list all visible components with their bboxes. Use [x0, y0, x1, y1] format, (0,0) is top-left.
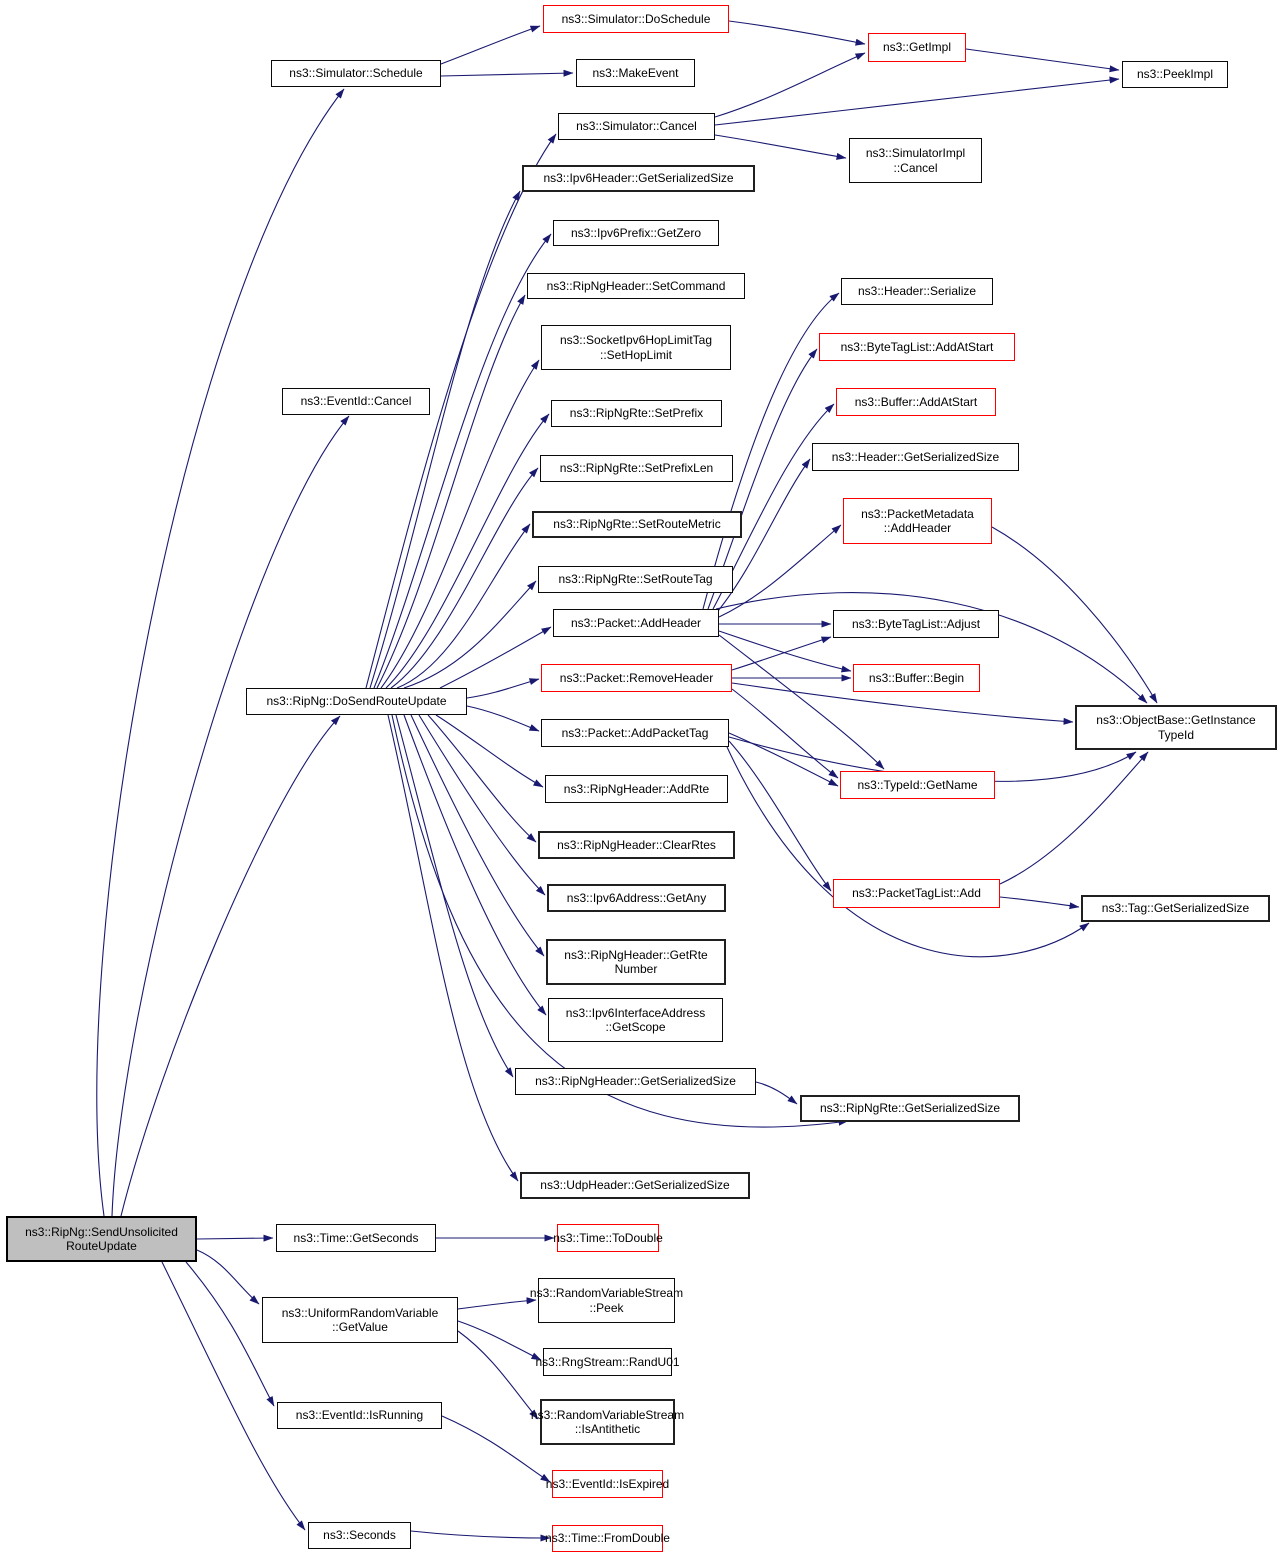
- node-doschedule[interactable]: [543, 5, 729, 33]
- node-isexpired[interactable]: [545, 1470, 670, 1498]
- node-label-line: Number: [614, 962, 658, 976]
- node-label-line: ns3::Ipv6Prefix::GetZero: [570, 225, 702, 240]
- edge-addheader-pm_addheader: [719, 525, 841, 617]
- edge-removeheader-adjust: [732, 637, 831, 670]
- edge-dosend-getscope: [404, 715, 546, 1015]
- node-label-line: ns3::RipNgHeader::GetRte: [564, 947, 708, 962]
- node-label-line: ::IsAntithetic: [574, 1422, 641, 1436]
- edge-seconds-fromdouble: [411, 1531, 550, 1538]
- edge-addheader-getname: [719, 635, 884, 769]
- node-fromdouble[interactable]: [545, 1525, 670, 1552]
- node-label-line: ns3::Time::GetSeconds: [293, 1230, 419, 1245]
- node-label-line: ns3::Packet::RemoveHeader: [559, 670, 714, 685]
- node-main: [6, 1216, 197, 1262]
- node-label-line: ns3::EventId::Cancel: [300, 394, 412, 409]
- node-label-line: ns3::Buffer::Begin: [868, 670, 965, 685]
- node-getseconds[interactable]: [276, 1224, 436, 1252]
- node-label-line: ns3::UdpHeader::GetSerializedSize: [540, 1178, 730, 1193]
- node-label-line: ns3::Packet::AddPacketTag: [561, 725, 709, 740]
- edge-pt_add-tag_gss: [1000, 897, 1079, 907]
- node-seconds[interactable]: [308, 1522, 411, 1549]
- node-label-line: ns3::Header::GetSerializedSize: [831, 449, 1000, 464]
- node-setprefixlen[interactable]: [540, 455, 733, 482]
- node-label-line: ns3::Ipv6Address::GetAny: [566, 890, 707, 905]
- node-peekimpl[interactable]: [1122, 61, 1228, 88]
- node-tag_gss[interactable]: [1081, 895, 1270, 922]
- edge-main-dosend: [121, 716, 340, 1216]
- node-dosend[interactable]: [246, 688, 467, 715]
- node-label-line: ::GetValue: [332, 1320, 388, 1334]
- edge-main-getseconds: [197, 1238, 273, 1239]
- node-makeevent[interactable]: [576, 59, 695, 87]
- node-sim_cancel[interactable]: [558, 113, 715, 140]
- edge-doschedule-getimpl: [729, 21, 865, 44]
- node-clearrtes[interactable]: [538, 831, 735, 859]
- node-getvalue[interactable]: [262, 1297, 458, 1343]
- edge-dosend-getzero: [374, 234, 551, 688]
- node-isantithetic[interactable]: [530, 1399, 685, 1445]
- node-getzero[interactable]: [553, 220, 719, 246]
- node-label-line: ns3::Ipv6Header::GetSerializedSize: [543, 171, 734, 186]
- node-label-line: ns3::Time::ToDouble: [553, 1230, 663, 1245]
- edge-getvalue-isantithetic: [458, 1331, 538, 1419]
- node-label-line: ns3::Tag::GetSerializedSize: [1101, 901, 1250, 916]
- node-addrte[interactable]: [545, 775, 728, 803]
- node-setroutetag[interactable]: [538, 566, 733, 593]
- node-schedule[interactable]: [271, 60, 441, 87]
- node-pt_add[interactable]: [833, 879, 1000, 908]
- edge-getimpl-peekimpl: [966, 49, 1119, 70]
- node-label-line: ns3::Buffer::AddAtStart: [854, 394, 978, 409]
- node-adjust[interactable]: [833, 610, 999, 638]
- node-setroutemetric[interactable]: [532, 511, 742, 538]
- edge-isrunning-isexpired: [442, 1416, 550, 1482]
- node-label-line: ns3::RipNgHeader::ClearRtes: [557, 837, 716, 852]
- node-label-line: ::SetHopLimit: [599, 347, 673, 362]
- node-label-line: ns3::MakeEvent: [592, 65, 679, 80]
- node-buf_addatstart[interactable]: [836, 388, 996, 416]
- node-getname[interactable]: [840, 771, 995, 799]
- node-begin[interactable]: [853, 664, 980, 692]
- node-sethoplimit[interactable]: [541, 325, 731, 370]
- node-label-line: ns3::Simulator::Schedule: [289, 66, 423, 81]
- node-label-line: ns3::Seconds: [323, 1528, 396, 1543]
- node-label-line: ns3::EventId::IsExpired: [545, 1476, 670, 1491]
- node-label-line: ns3::Header::Serialize: [857, 284, 977, 299]
- edge-main-schedule: [97, 89, 344, 1216]
- edge-dosend-setcommand: [377, 295, 525, 688]
- node-label-line: ns3::Packet::AddHeader: [570, 615, 702, 630]
- node-label-line: ns3::PeekImpl: [1136, 67, 1214, 82]
- node-label-line: ns3::Simulator::DoSchedule: [561, 11, 711, 26]
- node-addheader[interactable]: [553, 609, 719, 637]
- node-label-line: ns3::Time::FromDouble: [545, 1531, 670, 1546]
- edge-pt_add-getinstance: [1000, 752, 1148, 884]
- edge-pm_addheader-getinstance: [992, 527, 1157, 703]
- node-label-line: ns3::RipNgHeader::SetCommand: [546, 278, 726, 293]
- node-label-line: ::GetScope: [605, 1020, 666, 1034]
- node-label-line: ns3::ObjectBase::GetInstance: [1096, 713, 1256, 727]
- node-label-line: RouteUpdate: [66, 1239, 137, 1253]
- node-label-line: ns3::PacketMetadata: [861, 506, 974, 521]
- node-label-line: ns3::SocketIpv6HopLimitTag: [559, 333, 713, 347]
- node-todouble[interactable]: [553, 1224, 663, 1252]
- node-ipv6hdr_gss[interactable]: [522, 165, 755, 192]
- node-label-line: TypeId: [1157, 727, 1195, 742]
- node-eventid_cancel[interactable]: [282, 388, 430, 415]
- node-getimpl[interactable]: [868, 33, 966, 62]
- node-label-line: ns3::RngStream::RandU01: [535, 1354, 680, 1369]
- edge-ripnghdr_gss-ripngrte_gss: [756, 1082, 797, 1104]
- edge-sim_cancel-simimpl_cancel: [715, 135, 846, 158]
- node-label-line: ns3::Ipv6InterfaceAddress: [565, 1005, 706, 1020]
- edge-dosend-clearrtes: [428, 715, 536, 842]
- node-label-line: ns3::RipNgHeader::GetSerializedSize: [535, 1074, 736, 1089]
- node-label-line: ns3::PacketTagList::Add: [852, 886, 981, 901]
- node-label-line: ns3::RipNg::DoSendRouteUpdate: [266, 694, 447, 709]
- node-label-line: ns3::RipNgRte::SetRouteMetric: [553, 517, 721, 532]
- node-isrunning[interactable]: [277, 1402, 442, 1429]
- node-label-line: ns3::SimulatorImpl: [865, 146, 966, 160]
- node-label-line: ns3::TypeId::GetName: [857, 777, 978, 792]
- node-header_gss[interactable]: [812, 443, 1019, 471]
- edge-addpackettag-pt_add: [729, 741, 831, 891]
- node-ripngrte_gss[interactable]: [800, 1095, 1020, 1122]
- node-peek[interactable]: [529, 1278, 684, 1323]
- node-label-line: ns3::RipNgHeader::AddRte: [563, 781, 710, 796]
- node-pm_addheader[interactable]: [843, 498, 992, 544]
- node-label-line: ns3::RipNgRte::SetPrefixLen: [559, 461, 714, 476]
- node-label-line: ::Cancel: [893, 160, 938, 175]
- node-label-line: ns3::RipNgRte::SetPrefix: [569, 406, 704, 421]
- node-label-line: ns3::EventId::IsRunning: [295, 1408, 424, 1423]
- node-label-line: ns3::RipNg::SendUnsolicited: [25, 1224, 178, 1239]
- node-setprefix[interactable]: [551, 400, 722, 427]
- edge-dosend-udphdr_gss: [388, 715, 518, 1181]
- edge-sim_cancel-getimpl: [715, 53, 865, 117]
- edge-dosend-setprefix: [386, 414, 549, 688]
- node-label-line: ns3::RipNgRte::SetRouteTag: [558, 572, 713, 587]
- node-label-line: ns3::Simulator::Cancel: [576, 119, 697, 134]
- node-label-line: ns3::ByteTagList::Adjust: [851, 616, 981, 631]
- node-label-line: ns3::GetImpl: [882, 40, 952, 55]
- node-label-line: ::AddHeader: [883, 521, 952, 535]
- node-simimpl_cancel[interactable]: [849, 138, 982, 183]
- node-btl_addatstart[interactable]: [819, 333, 1015, 361]
- edge-main-eventid_cancel: [112, 416, 349, 1216]
- edge-schedule-doschedule: [441, 26, 540, 64]
- edge-getvalue-peek: [458, 1300, 536, 1309]
- node-getrtenumber[interactable]: [546, 939, 726, 985]
- node-getscope[interactable]: [548, 998, 723, 1042]
- edge-sim_cancel-peekimpl: [715, 79, 1119, 125]
- edge-dosend-removeheader: [467, 679, 539, 698]
- node-getinstance[interactable]: [1075, 705, 1277, 750]
- node-ripnghdr_gss[interactable]: [515, 1068, 756, 1095]
- node-removeheader[interactable]: [541, 664, 732, 692]
- node-label-line: ::Peek: [589, 1300, 624, 1315]
- node-label-line: ns3::UniformRandomVariable: [281, 1305, 439, 1320]
- edge-main-getvalue: [197, 1250, 259, 1304]
- node-randu01[interactable]: [535, 1348, 680, 1376]
- edge-schedule-makeevent: [441, 73, 573, 76]
- node-udphdr_gss[interactable]: [520, 1172, 750, 1199]
- node-label-line: ns3::RandomVariableStream: [530, 1407, 685, 1422]
- node-setcommand[interactable]: [527, 273, 745, 299]
- node-addpackettag[interactable]: [541, 719, 729, 747]
- node-getany[interactable]: [547, 884, 726, 912]
- node-serialize[interactable]: [841, 278, 993, 305]
- node-label-line: ns3::ByteTagList::AddAtStart: [840, 339, 994, 354]
- edge-main-isrunning: [186, 1262, 274, 1406]
- edge-dosend-addpackettag: [467, 706, 539, 731]
- node-label-line: ns3::RipNgRte::GetSerializedSize: [819, 1101, 1001, 1116]
- node-label-line: ns3::RandomVariableStream: [529, 1286, 684, 1300]
